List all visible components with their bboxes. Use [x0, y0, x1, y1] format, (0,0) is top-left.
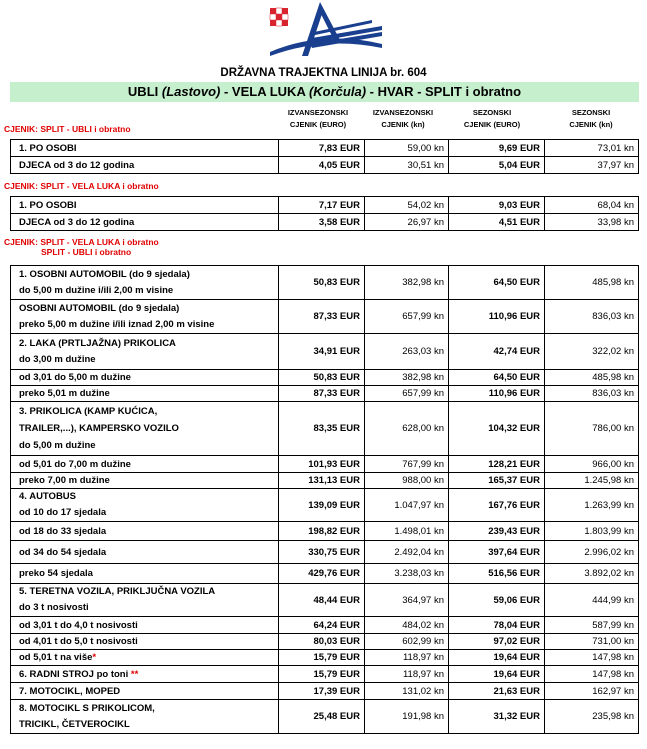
- route-ubli: UBLI: [127, 84, 162, 99]
- section-label-split-ubli: CJENIK: SPLIT - UBLI i obratno: [4, 124, 131, 134]
- table-row: od 3,01 do 5,00 m dužine 50,83 EUR 382,98 kn 64,50 EUR 485,98 kn: [11, 370, 639, 386]
- table-row: 1. PO OSOBI 7,17 EUR 54,02 kn 9,03 EUR 68,04 kn: [11, 197, 639, 214]
- checkerboard-icon: [270, 8, 288, 26]
- footnote-star: *: [92, 652, 97, 663]
- route-lastovo: (Lastovo): [161, 84, 221, 99]
- table-row: preko 7,00 m dužine 131,13 EUR 988,00 kn 165,37 EUR 1.245,98 kn: [11, 473, 639, 489]
- col-header-season-eur: SEZONSKI CJENIK (EURO): [463, 108, 521, 129]
- table-row: od 5,01 t na više* 15,79 EUR 118,97 kn 19,64 EUR 147,98 kn: [11, 650, 639, 666]
- table-row: 8. MOTOCIKL S PRIKOLICOM, TRICIKL, ČETVEROCIKL 25,48 EUR 191,98 kn 31,32 EUR 235,98 kn: [11, 700, 639, 734]
- ferry-line-logo: [262, 0, 386, 62]
- table-row: DJECA od 3 do 12 godina 4,05 EUR 30,51 kn 5,04 EUR 37,97 kn: [11, 157, 639, 174]
- table-row: 5. TERETNA VOZILA, PRIKLJUČNA VOZILA do 3 t nosivosti 48,44 EUR 364,97 kn 59,06 EUR 444,99 kn: [11, 584, 639, 617]
- table-row: 1. PO OSOBI 7,83 EUR 59,00 kn 9,69 EUR 73,01 kn: [11, 140, 639, 157]
- route-korcula: (Korčula): [308, 84, 367, 99]
- footnote-double-star: **: [130, 668, 139, 680]
- price-table-split-vela-luka: [10, 196, 639, 231]
- section-label-vehicles: CJENIK: SPLIT - VELA LUKA i obratno SPLIT - UBLI i obratno: [4, 237, 159, 257]
- route-banner: [10, 82, 639, 102]
- table-row: 6. RADNI STROJ po toni ** 15,79 EUR 118,97 kn 19,64 EUR 147,98 kn: [11, 666, 639, 683]
- table-row: 2. LAKA (PRTLJAŽNA) PRIKOLICA do 3,00 m dužine 34,91 EUR 263,03 kn 42,74 EUR 322,02 kn: [11, 334, 639, 370]
- table-row: 7. MOTOCIKL, MOPED 17,39 EUR 131,02 kn 21,63 EUR 162,97 kn: [11, 683, 639, 700]
- col-header-offseason-eur: IZVANSEZONSKI CJENIK (EURO): [287, 108, 349, 129]
- table-row: od 4,01 t do 5,0 t nosivosti 80,03 EUR 602,99 kn 97,02 EUR 731,00 kn: [11, 634, 639, 650]
- table-row: preko 5,01 m dužine 87,33 EUR 657,99 kn 110,96 EUR 836,03 kn: [11, 386, 639, 402]
- document-title: DRŽAVNA TRAJEKTNA LINIJA br. 604: [220, 67, 427, 79]
- table-row: OSOBNI AUTOMOBIL (do 9 sjedala) preko 5,00 m dužine i/ili iznad 2,00 m visine 87,33 EUR 657,99 kn 110,96 EUR 836,03 kn: [11, 300, 639, 334]
- col-header-season-kn: SEZONSKI CJENIK (kn): [569, 108, 613, 129]
- table-row: od 18 do 33 sjedala 198,82 EUR 1.498,01 kn 239,43 EUR 1.803,99 kn: [11, 522, 639, 541]
- table-row: preko 54 sjedala 429,76 EUR 3.238,03 kn 516,56 EUR 3.892,02 kn: [11, 564, 639, 584]
- table-row: od 3,01 t do 4,0 t nosivosti 64,24 EUR 484,02 kn 78,04 EUR 587,99 kn: [11, 617, 639, 634]
- table-row: od 5,01 do 7,00 m dužine 101,93 EUR 767,99 kn 128,21 EUR 966,00 kn: [11, 456, 639, 473]
- route-hvar-split: - HVAR - SPLIT i obratno: [366, 84, 522, 99]
- table-row: DJECA od 3 do 12 godina 3,58 EUR 26,97 kn 4,51 EUR 33,98 kn: [11, 214, 639, 231]
- col-header-offseason-kn: IZVANSEZONSKI CJENIK (kn): [372, 108, 434, 129]
- section-label-split-vela-luka: CJENIK: SPLIT - VELA LUKA i obratno: [4, 181, 159, 191]
- table-row: 3. PRIKOLICA (KAMP KUĆICA, TRAILER,...), KAMPERSKO VOZILO do 5,00 m dužine 83,35 EUR 628,00 kn 104,32 EUR 786,00 kn: [11, 402, 639, 456]
- price-table-vehicles: [10, 265, 639, 734]
- table-row: od 34 do 54 sjedala 330,75 EUR 2.492,04 kn 397,64 EUR 2.996,02 kn: [11, 541, 639, 564]
- table-row: 1. OSOBNI AUTOMOBIL (do 9 sjedala) do 5,00 m dužine i/ili 2,00 m visine 50,83 EUR 382,98 kn 64,50 EUR 485,98 kn: [11, 266, 639, 300]
- table-row: 4. AUTOBUS od 10 do 17 sjedala 139,09 EUR 1.047,97 kn 167,76 EUR 1.263,99 kn: [11, 489, 639, 522]
- price-table-split-ubli: [10, 139, 639, 174]
- route-vela-luka: - VELA LUKA: [220, 84, 309, 99]
